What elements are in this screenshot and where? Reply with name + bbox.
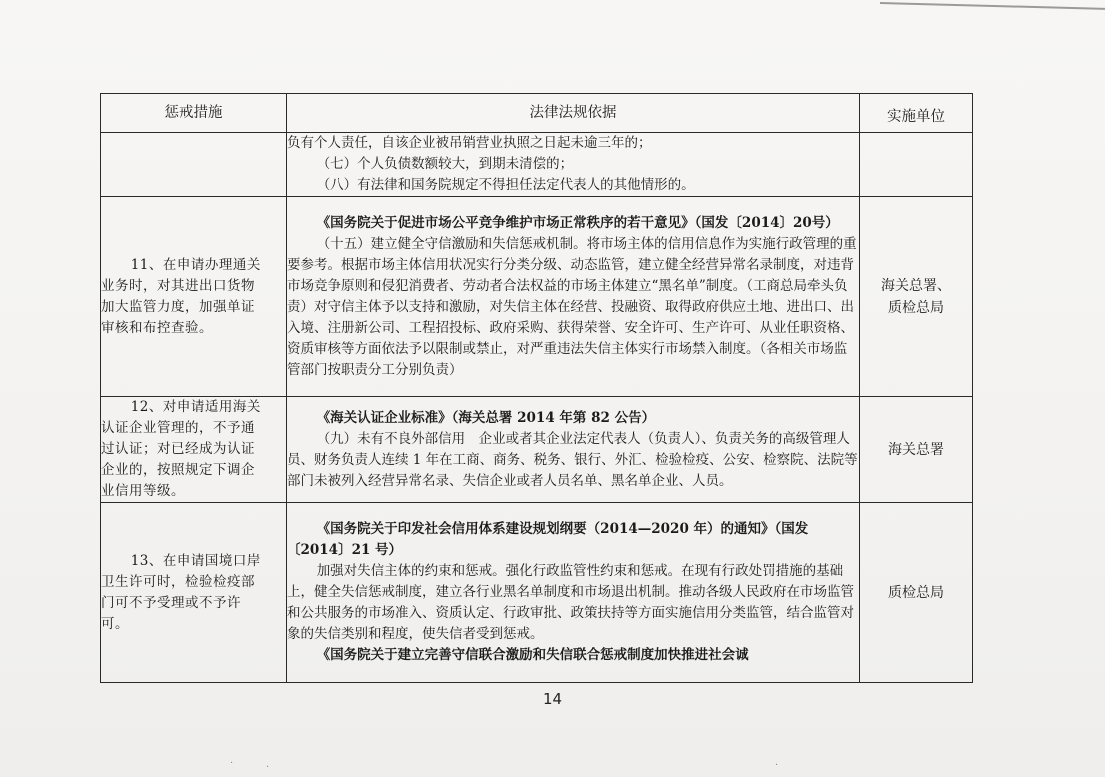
unit-cell xyxy=(860,397,973,503)
measure-line: 可。 xyxy=(101,615,129,632)
measure-line: 13、在申请国境口岸 xyxy=(130,552,261,569)
unit-line: 质检总局 xyxy=(888,299,944,316)
measure-line: 门可不予受理或不予许 xyxy=(101,594,241,611)
law-paragraph: （九）未有不良外部信用 企业或者其企业法定代表人（负责人）、负责关务的高级管理人员、财务负责人连续 1 年在工商、商务、税务、银行、外汇、检验检疫、公安、检察院、法院等部门未被列入经营异常名录、失信企业或者人员名单、黑名单企业、人员。 xyxy=(287,430,858,489)
law-title: 《国务院关于促进市场公平竞争维护市场正常秩序的若干意见》（国发〔2014〕20号） xyxy=(316,214,839,231)
measure-line: 业务时，对其进出口货物 xyxy=(101,277,255,294)
table-header-row xyxy=(101,94,973,133)
measure-line: 业信用等级。 xyxy=(101,483,185,499)
law-cell xyxy=(287,503,860,683)
unit-line: 海关总署 xyxy=(888,441,944,458)
law-paragraph: （十五）建立健全守信激励和失信惩戒机制。将市场主体的信用信息作为实施行政管理的重要参考。根据市场主体信用状况实行分类分级、动态监管，建立健全经营异常名录制度，对违背市场竞争原则和侵犯消费者、劳动者合法权益的市场主体建立“黑名单”制度。（工商总局牵头负责）对守信主体予以支持和激励，对失信主体在经营、投融资、取得政府供应土地、进出口、出入境、注册新公司、工程招投标、政府采购、获得荣誉、安全许可、生产许可、从业任职资格、资质审核等方面依法予以限制或禁止，对严重违法失信主体实行市场禁入制度。（各相关市场监管部门按职责分工分别负责） xyxy=(287,235,857,378)
table-row xyxy=(101,133,973,197)
table-body xyxy=(101,133,973,683)
unit-cell xyxy=(860,197,973,397)
measure-cell xyxy=(101,397,287,503)
law-cell xyxy=(287,197,860,397)
table-row xyxy=(101,397,973,503)
measure-line: 审核和布控查验。 xyxy=(101,319,213,336)
measure-line: 11、在申请办理通关 xyxy=(130,256,261,273)
scan-speck: · xyxy=(775,760,779,771)
law-title: 《海关认证企业标准》（海关总署 2014 年第 82 公告） xyxy=(316,409,656,426)
measure-cell xyxy=(101,197,287,397)
table-row xyxy=(101,503,973,683)
measure-line: 过认证；对已经成为认证 xyxy=(101,441,255,457)
scan-speck: · xyxy=(266,762,270,773)
scan-speck: · xyxy=(230,758,234,769)
header-unit: 实施单位 xyxy=(860,94,973,133)
page-number: 14 xyxy=(542,690,563,708)
unit-cell xyxy=(860,133,973,197)
table-row xyxy=(101,197,973,397)
measure-cell xyxy=(101,503,287,683)
unit-cell xyxy=(860,503,973,683)
law-cell xyxy=(287,397,860,503)
law-paragraph: 负有个人责任，自该企业被吊销营业执照之日起未逾三年的； xyxy=(287,135,652,151)
measure-line: 加大监管力度，加强单证 xyxy=(101,298,255,315)
measure-line: 12、对申请适用海关 xyxy=(130,399,261,415)
header-law: 法律法规依据 xyxy=(287,94,860,133)
law-paragraph: （七）个人负债数额较大，到期未清偿的； xyxy=(316,156,574,172)
law-cell xyxy=(287,133,860,197)
page-edge-shadow xyxy=(880,2,1105,10)
measure-line: 卫生许可时，检验检疫部 xyxy=(101,573,255,590)
measure-line: 认证企业管理的，不予通 xyxy=(101,420,255,436)
law-paragraph: （八）有法律和国务院规定不得担任法定代表人的其他情形的。 xyxy=(316,177,695,193)
unit-line: 质检总局 xyxy=(888,584,944,601)
measure-cell xyxy=(101,133,287,197)
header-measure: 惩戒措施 xyxy=(101,94,287,133)
law-title: 《国务院关于建立完善守信联合激励和失信联合惩戒制度加快推进社会诚 xyxy=(316,647,749,663)
unit-line: 海关总署、 xyxy=(881,277,951,294)
penalty-table xyxy=(100,93,973,683)
law-title: 《国务院关于印发社会信用体系建设规划纲要（2014—2020 年）的通知》（国发〔2014〕21 号） xyxy=(287,521,809,558)
measure-line: 企业的，按照规定下调企 xyxy=(101,462,255,478)
law-paragraph: 加强对失信主体的约束和惩戒。强化行政监管性约束和惩戒。在现有行政处罚措施的基础上，健全失信惩戒制度，建立各行业黑名单制度和市场退出机制。推动各级人民政府在市场监管和公共服务的市场准入、资质认定、行政审批、政策扶持等方面实施信用分类监管，结合监管对象的失信类别和程度，使失信者受到惩戒。 xyxy=(287,563,854,642)
